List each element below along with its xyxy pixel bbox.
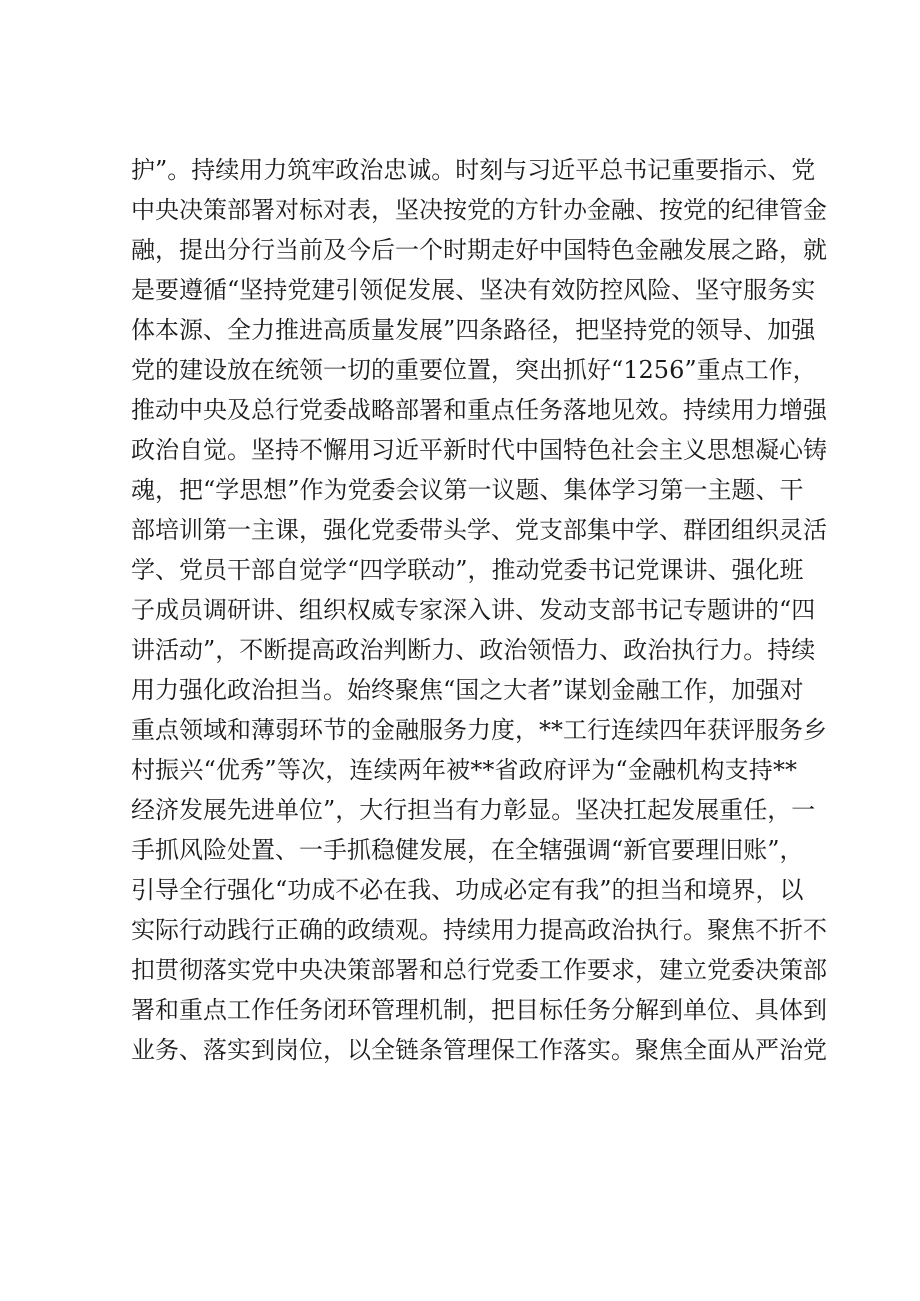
- text-line: 扣贯彻落实党中央决策部署和总行党委工作要求，建立党委决策部: [131, 956, 827, 984]
- body-paragraph: [131, 150, 827, 1070]
- text-line: 手抓风险处置、一手抓稳健发展，在全辖强调“新官要理旧账”，: [131, 836, 804, 864]
- text-line: 实际行动践行正确的政绩观。持续用力提高政治执行。聚焦不折不: [131, 916, 827, 944]
- text-line: 魂，把“学思想”作为党委会议第一议题、集体学习第一主题、干: [131, 476, 804, 504]
- text-line: 中央决策部署对标对表，坚决按党的方针办金融、按党的纪律管金: [131, 196, 827, 224]
- text-line: 子成员调研讲、组织权威专家深入讲、发动支部书记专题讲的“四: [131, 596, 816, 624]
- text-line: 用力强化政治担当。始终聚焦“国之大者”谋划金融工作，加强对: [131, 676, 804, 704]
- text-line: 学、党员干部自觉学“四学联动”，推动党委书记党课讲、强化班: [131, 556, 804, 584]
- text-line: 推动中央及总行党委战略部署和重点任务落地见效。持续用力增强: [131, 396, 827, 424]
- text-line: 护”。持续用力筑牢政治忠诚。时刻与习近平总书记重要指示、党: [131, 156, 816, 184]
- text-line: 经济发展先进单位”，大行担当有力彰显。坚决扛起发展重任，一: [131, 796, 816, 824]
- text-line: 业务、落实到岗位，以全链条管理保工作落实。聚焦全面从严治党: [131, 1036, 827, 1064]
- text-line: 融，提出分行当前及今后一个时期走好中国特色金融发展之路，就: [131, 236, 827, 264]
- text-line: 署和重点工作任务闭环管理机制，把目标任务分解到单位、具体到: [131, 996, 827, 1024]
- text-line: 讲活动”，不断提高政治判断力、政治领悟力、政治执行力。持续: [131, 636, 816, 664]
- text-line: 部培训第一主课，强化党委带头学、党支部集中学、群团组织灵活: [131, 516, 827, 544]
- text-line: 村振兴“优秀”等次，连续两年被**省政府评为“金融机构支持**: [131, 756, 797, 784]
- text-line: 体本源、全力推进高质量发展”四条路径，把坚持党的领导、加强: [131, 316, 816, 344]
- text-line: 政治自觉。坚持不懈用习近平新时代中国特色社会主义思想凝心铸: [131, 436, 827, 464]
- text-line: 引导全行强化“功成不必在我、功成必定有我”的担当和境界，以: [131, 876, 804, 904]
- text-line: 是要遵循“坚持党建引领促发展、坚决有效防控风险、坚守服务实: [131, 276, 816, 304]
- text-line: 党的建设放在统领一切的重要位置，突出抓好“1256”重点工作，: [131, 356, 817, 384]
- text-line: 重点领域和薄弱环节的金融服务力度，**工行连续四年获评服务乡: [131, 716, 827, 744]
